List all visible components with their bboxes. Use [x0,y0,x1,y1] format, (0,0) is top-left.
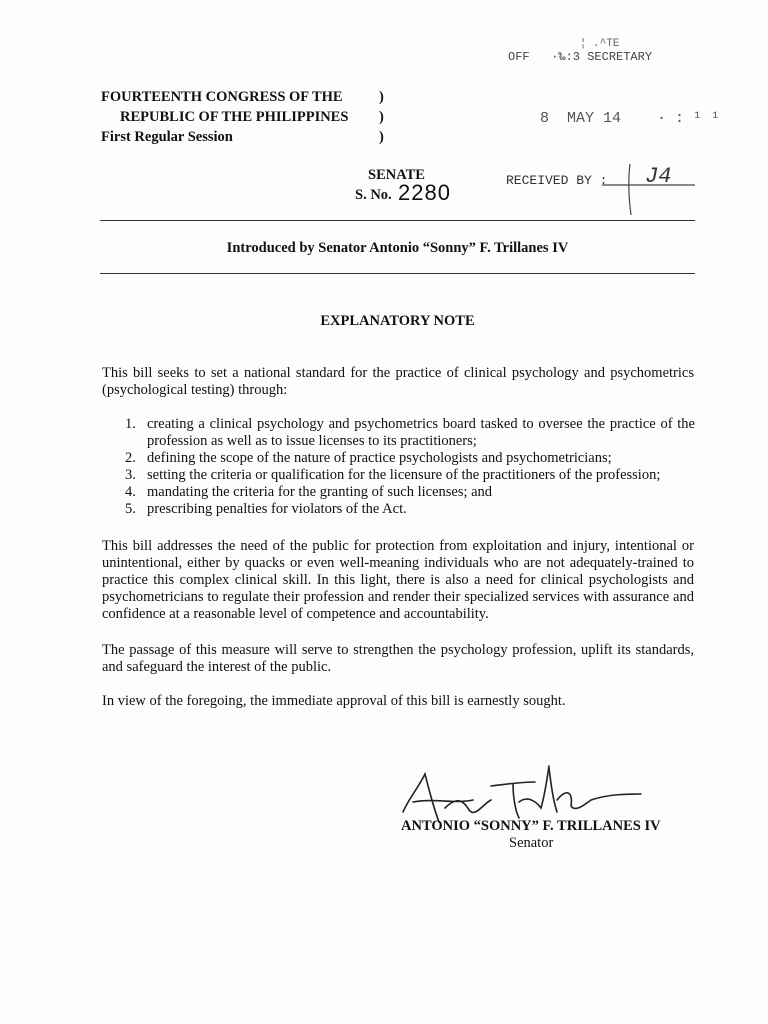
received-by-line [600,160,700,220]
header-paren-1: ) [379,89,384,105]
list-item-number: 4. [125,484,136,500]
stamp-date: 8 MAY 14 · : ¹ ¹ [540,110,721,127]
list-item-text: setting the criteria or qualification for the licensure of the practitioners of the profession; [147,467,661,483]
intro-paragraph: This bill seeks to set a national standard for the practice of clinical psychology and psychometrics (psychological testing) through: [102,365,694,398]
introduced-by: Introduced by Senator Antonio “Sonny” F. Trillanes IV [226,240,569,256]
list-item [125,501,695,518]
list-item [125,450,695,467]
list-item-text: defining the scope of the nature of practice psychologists and psychometricians; [147,450,612,466]
bill-number: 2280 [398,180,451,205]
received-by-label: RECEIVED BY : [506,173,608,188]
senate-label: SENATE [368,167,425,183]
list-item-text: prescribing penalties for violators of the Act. [147,501,407,517]
list-item [125,416,695,450]
bottom-divider [100,273,695,274]
header-paren-3: ) [379,129,384,145]
body-paragraph-1: This bill addresses the need of the public for protection from exploitation and injury, intentional or unintentional, either by quacks or even well-meaning individuals who are not adequately-trained to practice this complex clinical skill. In this light, there is also a need for clinical psychologists and psychometricians to regulate their profession and render their specialized services with assurance and confidence at a reasonable level of competence and accountability. [102,538,694,622]
list-item-number: 5. [125,501,136,517]
bill-prefix: S. No. [355,187,392,203]
header-congress: FOURTEENTH CONGRESS OF THE [101,89,343,105]
signatory-title: Senator [509,835,554,851]
header-republic: REPUBLIC OF THE PHILIPPINES [120,109,349,125]
list-item-text: creating a clinical psychology and psychometrics board tasked to oversee the practice of the profession as well as to issue licenses to its practitioners; [147,416,695,449]
body-paragraph-3: In view of the foregoing, the immediate approval of this bill is earnestly sought. [102,693,566,709]
list-item [125,467,695,484]
body-paragraph-2: The passage of this measure will serve to strengthen the psychology profession, uplift its standards, and safeguard the interest of the public. [102,642,694,675]
list-item-number: 3. [125,467,136,483]
signatory-name: ANTONIO “SONNY” F. TRILLANES IV [401,818,661,834]
header-paren-2: ) [379,109,384,125]
stamp-line-1: ¦ .^TE [560,38,620,50]
top-divider [100,220,695,221]
document-title: EXPLANATORY NOTE [320,313,475,329]
received-by-initials: J4 [645,164,672,189]
list-item-number: 2. [125,450,136,466]
list-item-number: 1. [125,416,136,432]
list-item-text: mandating the criteria for the granting of such licenses; and [147,484,493,500]
list-item [125,484,695,501]
header-session: First Regular Session [101,129,233,145]
stamp-line-2: OFF ·‰:3 SECRETARY [508,50,653,64]
